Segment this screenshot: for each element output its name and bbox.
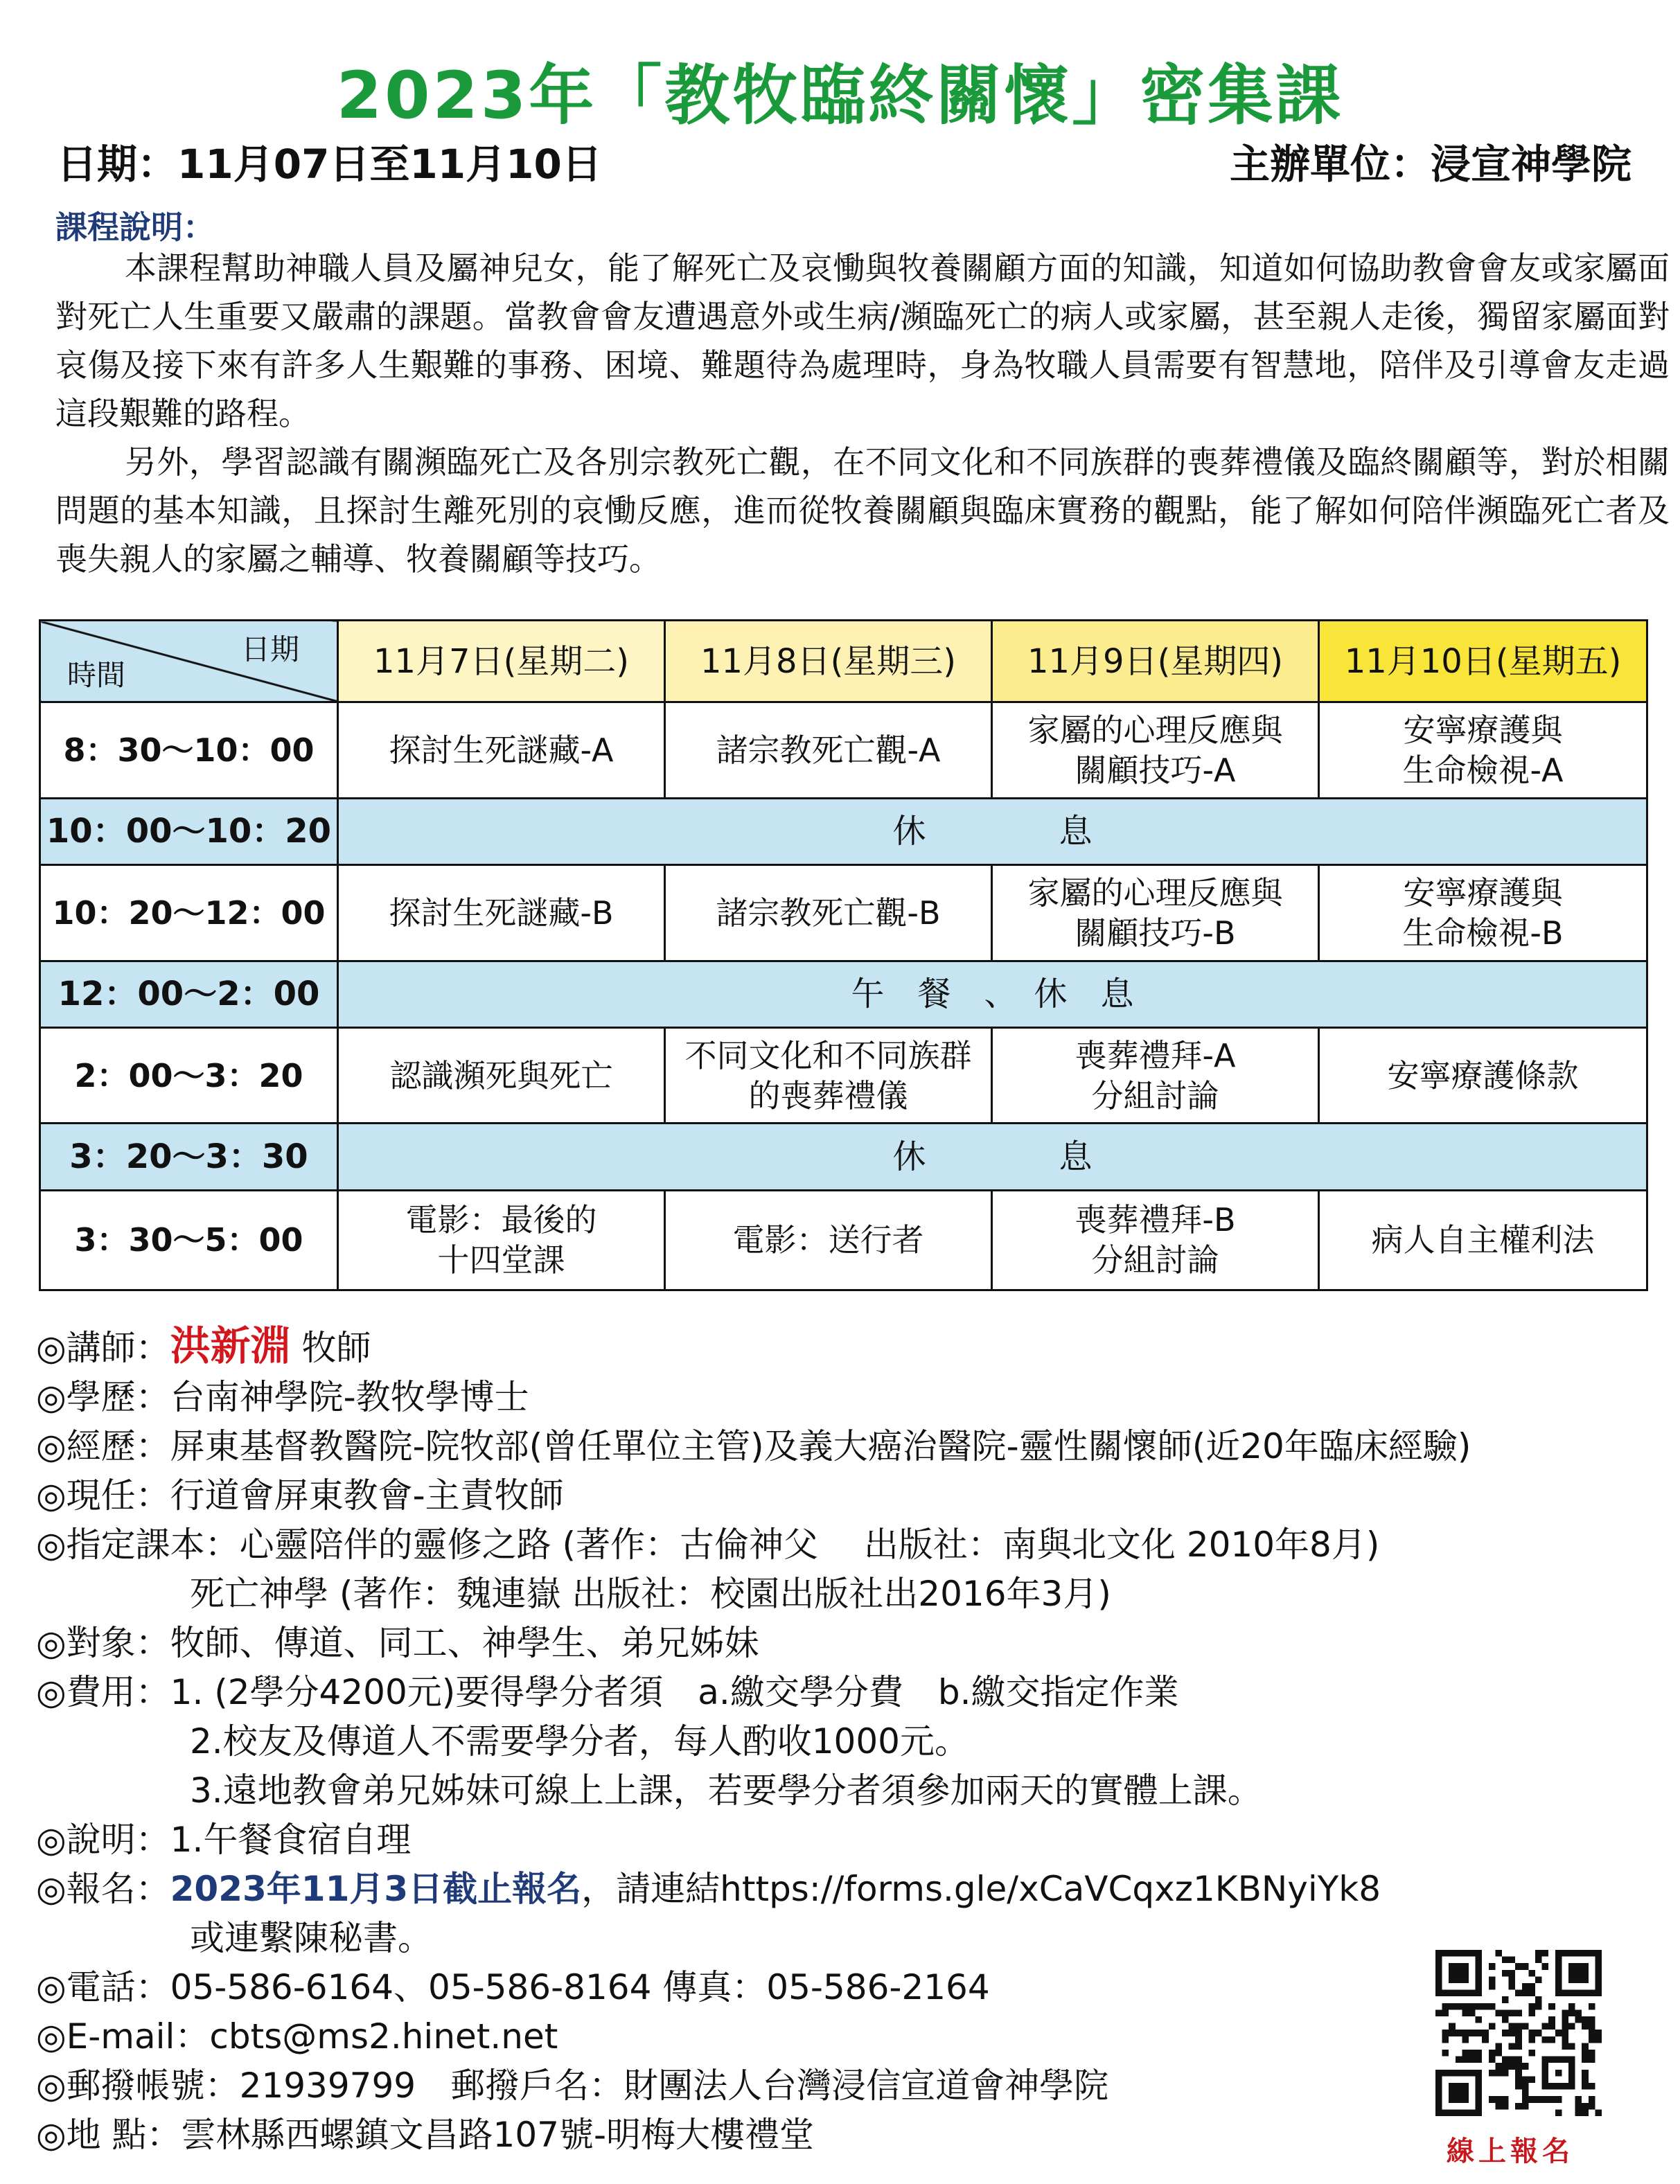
session-cell: 安寧療護與 生命檢視-B	[1319, 865, 1647, 961]
day-header: 11月10日(星期五)	[1319, 621, 1647, 702]
time-slot: 3：30～5：00	[40, 1190, 338, 1290]
registration-deadline: 2023年11月3日截止報名	[170, 1869, 582, 1909]
break-label: 休 息	[338, 1124, 1647, 1190]
session-cell: 探討生死謎藏-B	[338, 865, 665, 961]
break-row	[40, 961, 1647, 1027]
current-position: ◎現任：行道會屏東教會-主責牧師	[36, 1475, 564, 1516]
time-slot: 2：00～3：20	[40, 1027, 338, 1123]
page-title: 2023年「教牧臨終關懷」密集課	[336, 58, 1344, 134]
course-info	[36, 1322, 1477, 2160]
session-cell: 家屬的心理反應與 關顧技巧-B	[992, 865, 1319, 961]
time-slot: 10：00～10：20	[40, 798, 338, 864]
email[interactable]: ◎E-mail：cbts@ms2.hinet.net	[36, 2016, 558, 2057]
session-cell: 安寧療護條款	[1319, 1027, 1647, 1123]
fee: ◎費用：1. (2學分4200元)要得學分者須 a.繳交學分費 b.繳交指定作業	[36, 1672, 1179, 1712]
schedule-row	[40, 865, 1647, 961]
description-paragraph: 本課程幫助神職人員及屬神兒女，能了解死亡及哀慟與牧養關顧方面的知識，知道如何協助教會會友或家屬面對死亡人生重要又嚴肅的課題。當教會會友遭遇意外或生病/瀕臨死亡的病人或家屬，甚至親人走後，獨留家屬面對哀傷及接下來有許多人生艱難的事務、困境、難題待為處理時，身為牧職人員需要有智慧地，陪伴及引導會友走過這段艱難的路程。	[55, 249, 1670, 432]
session-cell: 認識瀕死與死亡	[338, 1027, 665, 1123]
session-cell: 諸宗教死亡觀-A	[665, 702, 992, 798]
textbook: 死亡神學 (著作：魏連嶽 出版社：校園出版社出2016年3月)	[190, 1574, 1111, 1614]
registration-link[interactable]: ，請連結https://forms.gle/xCaVCqxz1KBNyiYk8	[581, 1869, 1381, 1909]
time-slot: 3：20～3：30	[40, 1124, 338, 1190]
description-paragraph: 另外，學習認識有關瀕臨死亡及各別宗教死亡觀，在不同文化和不同族群的喪葬禮儀及臨終關顧等，對於相關問題的基本知識，且探討生離死別的哀慟反應，進而從牧養關顧與臨床實務的觀點，能了解如何陪伴瀕臨死亡者及喪失親人的家屬之輔導、牧養關顧等技巧。	[55, 443, 1670, 578]
qr-code-icon[interactable]	[1435, 1950, 1602, 2116]
corner-time-label: 時間	[67, 658, 126, 693]
schedule-table	[39, 619, 1648, 1291]
location: ◎地 點：雲林縣西螺鎮文昌路107號-明梅大樓禮堂	[36, 2115, 814, 2155]
experience: ◎經歷：屏東基督教醫院-院牧部(曾任單位主管)及義大癌治醫院-靈性關懷師(近20年臨床經驗)	[36, 1426, 1471, 1466]
description	[55, 244, 1670, 583]
session-cell: 電影：送行者	[665, 1190, 992, 1290]
time-slot: 8：30～10：00	[40, 702, 338, 798]
day-header: 11月7日(星期二)	[338, 621, 665, 702]
education: ◎學歷：台南神學院-教牧學博士	[36, 1377, 529, 1417]
textbook: ◎指定課本：心靈陪伴的靈修之路 (著作：古倫神父 出版社：南與北文化 2010年8月)	[36, 1525, 1380, 1565]
phone: ◎電話：05-586-6164、05-586-8164 傳真：05-586-2164	[36, 1967, 990, 2007]
session-cell: 喪葬禮拜-A 分組討論	[992, 1027, 1319, 1123]
fee: 3.遠地教會弟兄姊妹可線上上課，若要學分者須參加兩天的實體上課。	[190, 1770, 1262, 1811]
session-cell: 不同文化和不同族群 的喪葬禮儀	[665, 1027, 992, 1123]
session-cell: 病人自主權利法	[1319, 1190, 1647, 1290]
audience: ◎對象：牧師、傳道、同工、神學生、弟兄姊妹	[36, 1623, 759, 1663]
schedule-corner	[40, 621, 338, 702]
time-slot: 12：00～2：00	[40, 961, 338, 1027]
corner-date-label: 日期	[240, 632, 299, 666]
day-header: 11月9日(星期四)	[992, 621, 1319, 702]
session-cell: 家屬的心理反應與 關顧技巧-A	[992, 702, 1319, 798]
course-date: 日期：11月07日至11月10日	[57, 141, 602, 188]
fee: 2.校友及傳道人不需要學分者，每人酌收1000元。	[190, 1721, 969, 1761]
break-row	[40, 1124, 1647, 1190]
lecturer: ◎講師：洪新淵 牧師	[36, 1322, 371, 1369]
break-row	[40, 798, 1647, 864]
qr-label: 線上報名	[1447, 2136, 1574, 2167]
session-cell: 探討生死謎藏-A	[338, 702, 665, 798]
break-label: 午 餐 、 休 息	[338, 961, 1647, 1027]
schedule-row	[40, 1027, 1647, 1123]
session-cell: 安寧療護與 生命檢視-A	[1319, 702, 1647, 798]
registration: 或連繫陳秘書。	[190, 1918, 432, 1958]
organizer: 主辦單位：浸宣神學院	[1229, 141, 1632, 188]
session-cell: 諸宗教死亡觀-B	[665, 865, 992, 961]
time-slot: 10：20～12：00	[40, 865, 338, 961]
break-label: 休 息	[338, 798, 1647, 864]
lecturer-name: 洪新淵	[170, 1322, 291, 1369]
session-cell: 電影：最後的 十四堂課	[338, 1190, 665, 1290]
schedule-row	[40, 702, 1647, 798]
day-header: 11月8日(星期三)	[665, 621, 992, 702]
session-cell: 喪葬禮拜-B 分組討論	[992, 1190, 1319, 1290]
note: ◎說明：1.午餐食宿自理	[36, 1820, 412, 1860]
description-label: 課程說明：	[55, 208, 215, 246]
registration: ◎報名：2023年11月3日截止報名，請連結https://forms.gle/xCaVCqxz1KBNyiYk8	[36, 1869, 1381, 1909]
postal-account: ◎郵撥帳號：21939799 郵撥戶名：財團法人台灣浸信宣道會神學院	[36, 2066, 1109, 2106]
schedule-row	[40, 1190, 1647, 1290]
